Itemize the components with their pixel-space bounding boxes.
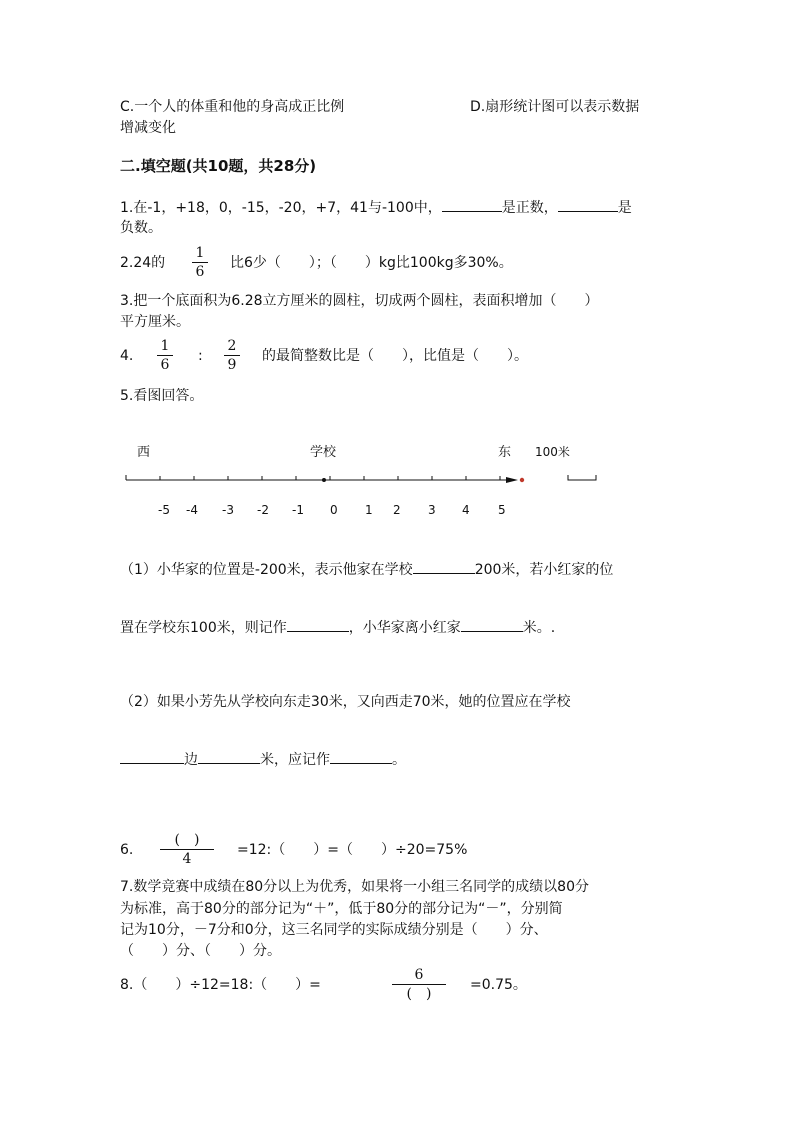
- choice-c: C.一个人的体重和他的身高成正比例: [120, 99, 345, 115]
- q6-fraction-numerator[interactable]: ( ): [174, 832, 200, 848]
- question-6-label: 6.: [120, 842, 134, 858]
- q8-fraction-denominator[interactable]: ( ): [406, 986, 432, 1002]
- question-4-text: 的最简整数比是（ ），比值是（ ）。: [262, 348, 528, 364]
- q5-1-text-d: ，小华家离小红家: [348, 620, 461, 636]
- tick-label: 2: [393, 503, 401, 517]
- fraction-bar: [157, 355, 173, 356]
- question-6-text: =12:（ ）=（ ）÷20=75%: [237, 842, 468, 858]
- question-5-1: [120, 559, 613, 580]
- q5-1-text-a: （1）小华家的位置是-200米，表示他家在学校: [120, 562, 413, 578]
- arrow-head-icon: [506, 477, 518, 483]
- question-8-text-b: =0.75。: [470, 977, 527, 993]
- question-8-text-a: 8.（ ）÷12=18:（ ）=: [120, 977, 321, 993]
- tick-label: 3: [428, 503, 436, 517]
- question-3-cont: 平方厘米。: [120, 314, 190, 330]
- question-5: 5.看图回答。: [120, 388, 204, 404]
- q1-blank-2[interactable]: [558, 197, 618, 212]
- q1-text-a: 1.在-1，+18，0，-15，-20，+7，41与-100中，: [120, 200, 442, 216]
- tick-label: 1: [365, 503, 373, 517]
- tick-label: 0: [330, 503, 338, 517]
- question-2-label: 2.24的: [120, 255, 166, 271]
- question-5-2: （2）如果小芳先从学校向东走30米，又向西走70米，她的位置应在学校: [120, 694, 571, 710]
- q5-1-blank-2[interactable]: [287, 617, 349, 632]
- tick-label: -1: [292, 503, 304, 517]
- east-label: 东: [498, 445, 512, 460]
- question-4-label: 4.: [120, 348, 134, 364]
- q5-1-blank-3[interactable]: [461, 617, 523, 632]
- question-5-1-cont: [120, 617, 555, 638]
- tick-label: -2: [257, 503, 269, 517]
- question-3: 3.把一个底面积为6.28立方厘米的圆柱，切成两个圆柱，表面积增加（ ）: [120, 293, 599, 309]
- end-point-marker: [520, 478, 524, 482]
- q2-fraction-numerator: 1: [195, 245, 205, 261]
- q5-2-text-d: 。: [392, 752, 406, 768]
- fraction-bar: [392, 984, 446, 985]
- question-2-text: 比6少（ ）；（ ）kg比100kg多30%。: [230, 255, 513, 271]
- q5-2-text-c: 米，应记作: [260, 752, 330, 768]
- q1-text-b: 是正数，: [501, 200, 558, 216]
- q2-fraction: [192, 245, 208, 280]
- q6-fraction-denominator: 4: [182, 851, 192, 867]
- q5-1-text-e: 米。.: [522, 620, 556, 636]
- q1-text-c: 是: [617, 200, 632, 216]
- number-line-figure: [110, 430, 610, 530]
- q5-2-blank-3[interactable]: [330, 749, 392, 764]
- tick-label: -5: [158, 503, 170, 517]
- q2-fraction-denominator: 6: [195, 264, 205, 280]
- question-7-line-3: 记为10分，－7分和0分，这三名同学的实际成绩分别是（ ）分、: [120, 922, 548, 938]
- q4-fraction-2-numerator: 2: [227, 338, 237, 354]
- choice-d: D.扇形统计图可以表示数据: [470, 99, 640, 115]
- q5-2-blank-2[interactable]: [198, 749, 260, 764]
- q5-1-text-b: 200米，若小红家的位: [474, 562, 614, 578]
- question-7-line-4: （ ）分、（ ）分。: [120, 943, 281, 959]
- q6-fraction: [160, 832, 214, 867]
- question-5-2-cont: [120, 749, 406, 770]
- scale-label: 100米: [535, 445, 570, 459]
- fraction-bar: [192, 262, 208, 263]
- q4-fraction-1-denominator: 6: [160, 357, 170, 373]
- q4-fraction-2-denominator: 9: [227, 357, 237, 373]
- q5-1-blank-1[interactable]: [413, 559, 475, 574]
- fraction-bar: [160, 849, 214, 850]
- question-1: [120, 197, 632, 218]
- west-label: 西: [137, 445, 151, 460]
- tick-marks: [160, 476, 500, 480]
- tick-label: 4: [462, 503, 470, 517]
- q8-fraction-numerator: 6: [414, 967, 424, 983]
- question-7-line-2: 为标准，高于80分的部分记为“＋”，低于80分的部分记为“－”，分别简: [120, 901, 563, 917]
- q5-2-text-b: 边: [184, 752, 198, 768]
- school-point: [322, 478, 326, 482]
- q4-fraction-1-numerator: 1: [160, 338, 170, 354]
- tick-label: 5: [498, 503, 506, 517]
- q4-colon: :: [198, 348, 203, 364]
- question-7-line-1: 7.数学竞赛中成绩在80分以上为优秀，如果将一小组三名同学的成绩以80分: [120, 879, 589, 895]
- tick-labels: [158, 503, 506, 517]
- school-label: 学校: [310, 445, 337, 460]
- q8-fraction: [392, 967, 446, 1002]
- q1-blank-1[interactable]: [442, 197, 502, 212]
- q5-1-text-c: 置在学校东100米，则记作: [120, 620, 287, 636]
- q5-2-blank-1[interactable]: [120, 749, 184, 764]
- scale-bracket: [568, 475, 596, 480]
- q4-fraction-2: [224, 338, 240, 373]
- q4-fraction-1: [157, 338, 173, 373]
- question-1-cont: 负数。: [120, 220, 162, 236]
- tick-label: -4: [186, 503, 198, 517]
- tick-label: -3: [222, 503, 234, 517]
- choice-d-continued: 增减变化: [120, 120, 176, 136]
- section-title: 二.填空题(共10题，共28分): [120, 157, 317, 175]
- fraction-bar: [224, 355, 240, 356]
